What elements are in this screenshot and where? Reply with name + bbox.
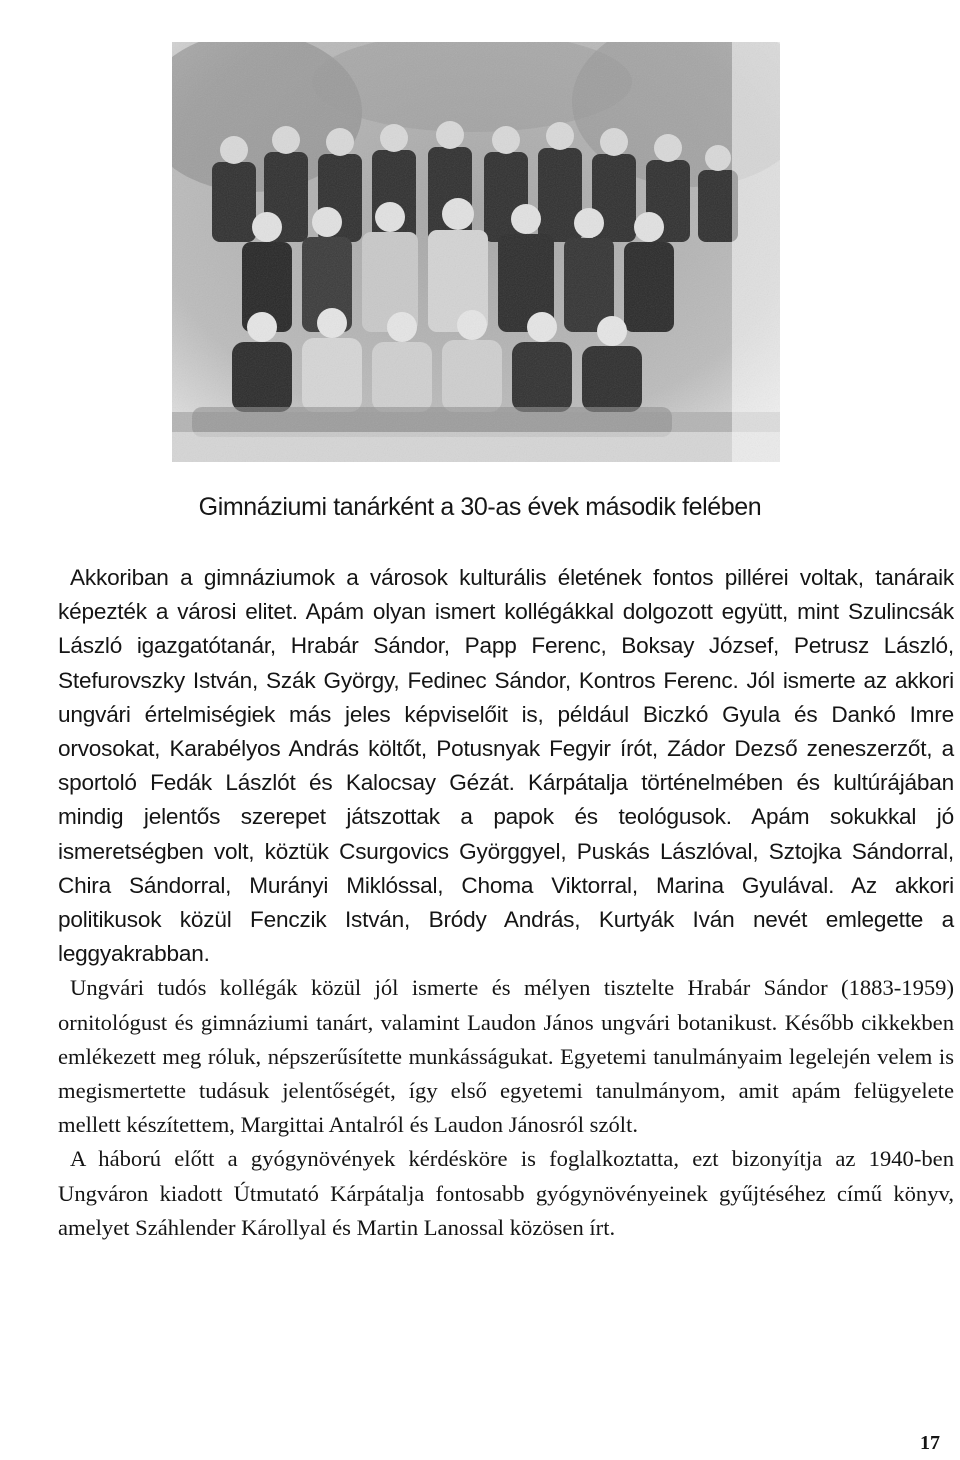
paragraph: Ungvári tudós kollégák közül jól ismerte és mélyen tisztelte Hrabár Sándor (1883-1959) ornitológust és gimnáziumi tanárt, valamint Laudon János ungvári botanikust. Később cikkekben emlékezett meg róluk, népszerűsítette munkásságukat. Egyetemi tanulmányaim legelején velem is megismertette tudásuk jelentőségét, így első egyetemi tanulmányom, amit apám felügyelete mellett készítettem, Margittai Antalról és Laudon Jánosról szólt. (58, 975, 954, 1138)
page-number: 17 (920, 1432, 940, 1454)
group-photo (172, 42, 780, 462)
paragraph: A háború előtt a gyógynövények kérdésköre is foglalkoztatta, ezt bizonyítja az 1940-ben Ungváron kiadott Útmutató Kárpátalja fontosabb gyógynövényeinek gyűjtéséhez című könyv, amelyet Száhlender Károllyal és Martin Lanossal közösen írt. (58, 1146, 954, 1240)
article-body (58, 561, 954, 1245)
paragraph: Akkoriban a gimnáziumok a városok kulturális életének fontos pillérei voltak, tanáraik képezték a városi elitet. Apám olyan ismert kollégákkal dolgozott együtt, mint Szulincsák László igazgatótanár, Hrabár Sándor, Papp Ferenc, Boksay József, Petrusz László, Stefurovszky István, Szák György, Fedinec Sándor, Kontros Ferenc. Jól ismerte az akkori ungvári értelmiségiek más jeles képviselőit is, például Biczkó Gyula és Dankó Imre orvosokat, Karabélyos András költőt, Potusnyak Fegyir írót, Zádor Dezső zeneszerzőt, a sportoló Fedák Lászlót és Kalocsay Gézát. Kárpátalja történelmében és kultúrájában mindig jelentős szerepet játszottak a papok és teológusok. Apám sokukkal jó ismeretségben volt, köztük Csurgovics Györggyel, Puskás Lászlóval, Sztojka Sándorral, Chira Sándorral, Murányi Miklóssal, Choma Viktorral, Marina Gyulával. Az akkori politikusok közül Fenczik István, Bródy András, Kurtyák Iván nevét emlegette a leggyakrabban. (58, 565, 954, 967)
photo-caption: Gimnáziumi tanárként a 30-as évek második felében (198, 493, 762, 521)
group-portrait-photo-icon (172, 42, 780, 462)
